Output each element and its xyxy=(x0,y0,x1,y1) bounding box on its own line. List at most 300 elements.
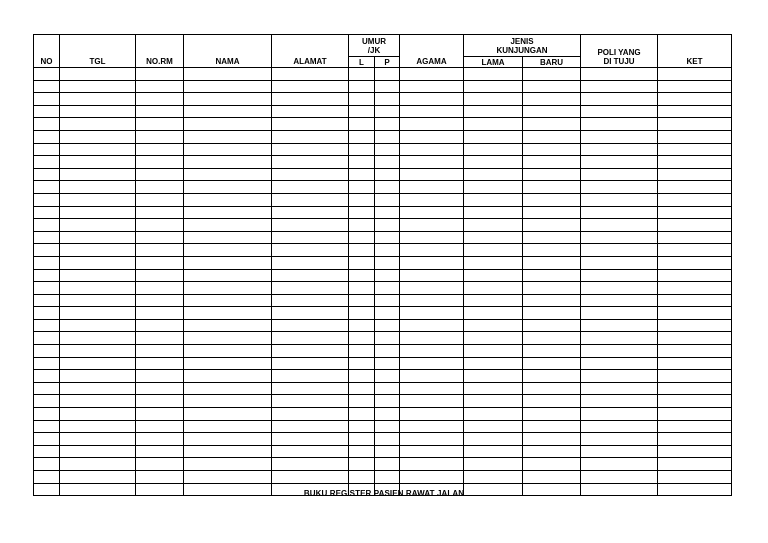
cell-tgl xyxy=(60,395,136,408)
cell-tgl xyxy=(60,319,136,332)
cell-no-rm xyxy=(136,307,184,320)
cell-no-rm xyxy=(136,395,184,408)
cell-tgl xyxy=(60,93,136,106)
subheader-lama: LAMA xyxy=(464,57,523,68)
cell-poli xyxy=(581,193,658,206)
cell-kunjungan-baru xyxy=(523,332,581,345)
cell-alamat xyxy=(272,370,349,383)
cell-nama xyxy=(184,294,272,307)
cell-poli xyxy=(581,156,658,169)
cell-poli xyxy=(581,420,658,433)
cell-kunjungan-baru xyxy=(523,370,581,383)
header-alamat: ALAMAT xyxy=(272,35,349,68)
cell-kunjungan-baru xyxy=(523,193,581,206)
cell-agama xyxy=(400,395,464,408)
table-row xyxy=(34,408,732,421)
cell-no xyxy=(34,219,60,232)
cell-umur-l xyxy=(349,130,375,143)
cell-umur-p xyxy=(375,256,400,269)
cell-umur-l xyxy=(349,357,375,370)
cell-umur-l xyxy=(349,319,375,332)
cell-kunjungan-lama xyxy=(464,408,523,421)
cell-kunjungan-lama xyxy=(464,269,523,282)
cell-no-rm xyxy=(136,282,184,295)
cell-umur-p xyxy=(375,269,400,282)
cell-no-rm xyxy=(136,269,184,282)
cell-no-rm xyxy=(136,445,184,458)
cell-tgl xyxy=(60,118,136,131)
cell-tgl xyxy=(60,370,136,383)
cell-poli xyxy=(581,458,658,471)
cell-kunjungan-lama xyxy=(464,345,523,358)
cell-poli xyxy=(581,118,658,131)
cell-nama xyxy=(184,471,272,484)
cell-poli xyxy=(581,433,658,446)
cell-ket xyxy=(658,118,732,131)
cell-kunjungan-lama xyxy=(464,68,523,81)
cell-kunjungan-lama xyxy=(464,433,523,446)
cell-no-rm xyxy=(136,143,184,156)
cell-kunjungan-lama xyxy=(464,244,523,257)
cell-kunjungan-baru xyxy=(523,168,581,181)
cell-no xyxy=(34,332,60,345)
cell-tgl xyxy=(60,168,136,181)
cell-umur-l xyxy=(349,345,375,358)
cell-ket xyxy=(658,206,732,219)
table-row xyxy=(34,143,732,156)
cell-no-rm xyxy=(136,93,184,106)
cell-umur-p xyxy=(375,130,400,143)
cell-alamat xyxy=(272,458,349,471)
cell-umur-p xyxy=(375,445,400,458)
cell-kunjungan-lama xyxy=(464,370,523,383)
cell-ket xyxy=(658,231,732,244)
cell-kunjungan-baru xyxy=(523,382,581,395)
cell-alamat xyxy=(272,105,349,118)
cell-agama xyxy=(400,269,464,282)
cell-no xyxy=(34,382,60,395)
cell-poli xyxy=(581,219,658,232)
cell-umur-l xyxy=(349,206,375,219)
cell-umur-l xyxy=(349,219,375,232)
cell-kunjungan-lama xyxy=(464,458,523,471)
table-row xyxy=(34,156,732,169)
cell-nama xyxy=(184,193,272,206)
cell-umur-l xyxy=(349,193,375,206)
cell-kunjungan-lama xyxy=(464,319,523,332)
cell-kunjungan-lama xyxy=(464,395,523,408)
cell-alamat xyxy=(272,219,349,232)
cell-kunjungan-baru xyxy=(523,357,581,370)
cell-no xyxy=(34,80,60,93)
cell-no-rm xyxy=(136,68,184,81)
cell-tgl xyxy=(60,294,136,307)
cell-nama xyxy=(184,156,272,169)
cell-alamat xyxy=(272,118,349,131)
table-row xyxy=(34,80,732,93)
cell-ket xyxy=(658,105,732,118)
header-poli-line1: POLI YANG xyxy=(597,48,641,57)
cell-umur-l xyxy=(349,332,375,345)
cell-umur-l xyxy=(349,458,375,471)
cell-umur-p xyxy=(375,458,400,471)
cell-umur-l xyxy=(349,231,375,244)
cell-umur-p xyxy=(375,193,400,206)
cell-umur-p xyxy=(375,168,400,181)
cell-poli xyxy=(581,307,658,320)
cell-nama xyxy=(184,357,272,370)
table-header xyxy=(34,35,732,68)
cell-no xyxy=(34,93,60,106)
cell-ket xyxy=(658,130,732,143)
cell-poli xyxy=(581,181,658,194)
cell-no xyxy=(34,370,60,383)
cell-agama xyxy=(400,433,464,446)
cell-umur-l xyxy=(349,156,375,169)
cell-alamat xyxy=(272,395,349,408)
table-row xyxy=(34,231,732,244)
cell-tgl xyxy=(60,420,136,433)
cell-kunjungan-lama xyxy=(464,256,523,269)
cell-tgl xyxy=(60,143,136,156)
cell-alamat xyxy=(272,206,349,219)
cell-no-rm xyxy=(136,319,184,332)
cell-ket xyxy=(658,269,732,282)
cell-alamat xyxy=(272,80,349,93)
cell-alamat xyxy=(272,307,349,320)
cell-nama xyxy=(184,433,272,446)
cell-ket xyxy=(658,395,732,408)
cell-umur-p xyxy=(375,68,400,81)
table-row xyxy=(34,206,732,219)
cell-kunjungan-baru xyxy=(523,294,581,307)
cell-kunjungan-baru xyxy=(523,244,581,257)
cell-no xyxy=(34,206,60,219)
cell-umur-l xyxy=(349,294,375,307)
header-umur-line2: /JK xyxy=(367,46,381,55)
cell-poli xyxy=(581,269,658,282)
cell-alamat xyxy=(272,181,349,194)
cell-agama xyxy=(400,282,464,295)
cell-agama xyxy=(400,156,464,169)
cell-no xyxy=(34,168,60,181)
subheader-baru: BARU xyxy=(523,57,581,68)
table-row xyxy=(34,420,732,433)
cell-no xyxy=(34,130,60,143)
cell-tgl xyxy=(60,345,136,358)
cell-tgl xyxy=(60,256,136,269)
cell-agama xyxy=(400,332,464,345)
cell-umur-l xyxy=(349,307,375,320)
cell-kunjungan-baru xyxy=(523,181,581,194)
cell-kunjungan-lama xyxy=(464,445,523,458)
cell-poli xyxy=(581,357,658,370)
cell-no-rm xyxy=(136,370,184,383)
cell-umur-l xyxy=(349,143,375,156)
cell-alamat xyxy=(272,408,349,421)
cell-kunjungan-baru xyxy=(523,219,581,232)
cell-agama xyxy=(400,206,464,219)
cell-tgl xyxy=(60,181,136,194)
cell-alamat xyxy=(272,282,349,295)
cell-nama xyxy=(184,181,272,194)
cell-umur-p xyxy=(375,143,400,156)
cell-no xyxy=(34,181,60,194)
cell-umur-p xyxy=(375,433,400,446)
cell-agama xyxy=(400,193,464,206)
cell-no-rm xyxy=(136,181,184,194)
cell-kunjungan-baru xyxy=(523,345,581,358)
cell-agama xyxy=(400,256,464,269)
header-umur-jk xyxy=(349,35,400,57)
cell-umur-p xyxy=(375,357,400,370)
cell-agama xyxy=(400,168,464,181)
cell-agama xyxy=(400,458,464,471)
cell-alamat xyxy=(272,68,349,81)
cell-kunjungan-lama xyxy=(464,168,523,181)
cell-kunjungan-baru xyxy=(523,80,581,93)
cell-umur-p xyxy=(375,282,400,295)
cell-umur-l xyxy=(349,68,375,81)
cell-kunjungan-lama xyxy=(464,80,523,93)
cell-nama xyxy=(184,282,272,295)
cell-umur-p xyxy=(375,345,400,358)
cell-nama xyxy=(184,332,272,345)
cell-umur-p xyxy=(375,231,400,244)
cell-ket xyxy=(658,370,732,383)
table-row xyxy=(34,433,732,446)
table-row xyxy=(34,93,732,106)
cell-alamat xyxy=(272,420,349,433)
header-poli-line2: DI TUJU xyxy=(603,57,635,66)
header-umur-line1: UMUR xyxy=(362,37,386,46)
cell-no-rm xyxy=(136,382,184,395)
cell-kunjungan-baru xyxy=(523,156,581,169)
cell-agama xyxy=(400,80,464,93)
cell-nama xyxy=(184,118,272,131)
table-row xyxy=(34,244,732,257)
cell-nama xyxy=(184,458,272,471)
cell-alamat xyxy=(272,332,349,345)
cell-kunjungan-lama xyxy=(464,382,523,395)
header-tgl: TGL xyxy=(60,35,136,68)
cell-no-rm xyxy=(136,219,184,232)
cell-nama xyxy=(184,231,272,244)
cell-tgl xyxy=(60,332,136,345)
cell-agama xyxy=(400,231,464,244)
cell-poli xyxy=(581,206,658,219)
cell-nama xyxy=(184,168,272,181)
cell-umur-l xyxy=(349,382,375,395)
cell-tgl xyxy=(60,307,136,320)
cell-no-rm xyxy=(136,206,184,219)
cell-kunjungan-lama xyxy=(464,143,523,156)
cell-alamat xyxy=(272,93,349,106)
cell-umur-l xyxy=(349,168,375,181)
table-body xyxy=(34,68,732,496)
header-no-rm: NO.RM xyxy=(136,35,184,68)
cell-ket xyxy=(658,193,732,206)
cell-kunjungan-baru xyxy=(523,130,581,143)
cell-kunjungan-baru xyxy=(523,68,581,81)
cell-agama xyxy=(400,244,464,257)
cell-poli xyxy=(581,105,658,118)
cell-umur-l xyxy=(349,80,375,93)
cell-tgl xyxy=(60,445,136,458)
cell-no xyxy=(34,294,60,307)
table-row xyxy=(34,282,732,295)
cell-agama xyxy=(400,130,464,143)
cell-kunjungan-baru xyxy=(523,256,581,269)
cell-agama xyxy=(400,307,464,320)
cell-umur-p xyxy=(375,206,400,219)
cell-kunjungan-baru xyxy=(523,433,581,446)
cell-agama xyxy=(400,420,464,433)
cell-nama xyxy=(184,93,272,106)
cell-tgl xyxy=(60,156,136,169)
cell-ket xyxy=(658,471,732,484)
cell-no xyxy=(34,193,60,206)
cell-kunjungan-lama xyxy=(464,118,523,131)
cell-kunjungan-baru xyxy=(523,471,581,484)
cell-umur-p xyxy=(375,181,400,194)
cell-nama xyxy=(184,445,272,458)
cell-umur-p xyxy=(375,382,400,395)
cell-no xyxy=(34,68,60,81)
table-row xyxy=(34,193,732,206)
cell-umur-p xyxy=(375,307,400,320)
cell-kunjungan-lama xyxy=(464,332,523,345)
cell-ket xyxy=(658,256,732,269)
cell-poli xyxy=(581,370,658,383)
header-jenis-line2: KUNJUNGAN xyxy=(496,46,548,55)
cell-nama xyxy=(184,68,272,81)
cell-no-rm xyxy=(136,256,184,269)
cell-tgl xyxy=(60,68,136,81)
cell-kunjungan-lama xyxy=(464,471,523,484)
cell-kunjungan-baru xyxy=(523,206,581,219)
cell-kunjungan-baru xyxy=(523,269,581,282)
cell-nama xyxy=(184,269,272,282)
cell-nama xyxy=(184,219,272,232)
cell-alamat xyxy=(272,130,349,143)
header-no: NO xyxy=(34,35,60,68)
cell-poli xyxy=(581,332,658,345)
cell-umur-p xyxy=(375,408,400,421)
cell-no xyxy=(34,420,60,433)
cell-no-rm xyxy=(136,231,184,244)
cell-nama xyxy=(184,420,272,433)
cell-umur-p xyxy=(375,294,400,307)
cell-poli xyxy=(581,80,658,93)
cell-ket xyxy=(658,244,732,257)
cell-kunjungan-baru xyxy=(523,420,581,433)
cell-tgl xyxy=(60,357,136,370)
cell-ket xyxy=(658,382,732,395)
cell-kunjungan-baru xyxy=(523,231,581,244)
cell-no-rm xyxy=(136,294,184,307)
cell-ket xyxy=(658,168,732,181)
cell-ket xyxy=(658,93,732,106)
cell-tgl xyxy=(60,105,136,118)
cell-tgl xyxy=(60,80,136,93)
cell-no xyxy=(34,445,60,458)
cell-umur-p xyxy=(375,219,400,232)
cell-poli xyxy=(581,408,658,421)
table-row xyxy=(34,370,732,383)
table-row xyxy=(34,345,732,358)
cell-poli xyxy=(581,68,658,81)
cell-kunjungan-lama xyxy=(464,357,523,370)
cell-kunjungan-baru xyxy=(523,458,581,471)
cell-agama xyxy=(400,370,464,383)
cell-ket xyxy=(658,219,732,232)
cell-agama xyxy=(400,143,464,156)
cell-alamat xyxy=(272,143,349,156)
cell-kunjungan-baru xyxy=(523,118,581,131)
cell-ket xyxy=(658,408,732,421)
cell-poli xyxy=(581,256,658,269)
cell-no-rm xyxy=(136,357,184,370)
cell-no xyxy=(34,408,60,421)
cell-nama xyxy=(184,256,272,269)
cell-no xyxy=(34,319,60,332)
cell-alamat xyxy=(272,433,349,446)
subheader-l: L xyxy=(349,57,375,68)
cell-tgl xyxy=(60,206,136,219)
cell-no xyxy=(34,105,60,118)
cell-nama xyxy=(184,244,272,257)
cell-nama xyxy=(184,319,272,332)
cell-ket xyxy=(658,345,732,358)
cell-agama xyxy=(400,181,464,194)
cell-no-rm xyxy=(136,332,184,345)
cell-umur-p xyxy=(375,105,400,118)
cell-kunjungan-baru xyxy=(523,307,581,320)
cell-umur-l xyxy=(349,244,375,257)
table-row xyxy=(34,445,732,458)
cell-no-rm xyxy=(136,420,184,433)
cell-no-rm xyxy=(136,168,184,181)
cell-kunjungan-baru xyxy=(523,143,581,156)
table-row xyxy=(34,357,732,370)
cell-alamat xyxy=(272,168,349,181)
cell-umur-p xyxy=(375,80,400,93)
cell-kunjungan-lama xyxy=(464,307,523,320)
cell-nama xyxy=(184,370,272,383)
cell-agama xyxy=(400,105,464,118)
cell-no xyxy=(34,231,60,244)
cell-umur-p xyxy=(375,370,400,383)
table-row xyxy=(34,269,732,282)
cell-nama xyxy=(184,105,272,118)
cell-umur-p xyxy=(375,156,400,169)
cell-kunjungan-lama xyxy=(464,156,523,169)
cell-umur-l xyxy=(349,282,375,295)
cell-nama xyxy=(184,345,272,358)
cell-no-rm xyxy=(136,458,184,471)
table-row xyxy=(34,130,732,143)
cell-no-rm xyxy=(136,130,184,143)
cell-kunjungan-lama xyxy=(464,93,523,106)
cell-no xyxy=(34,143,60,156)
cell-no-rm xyxy=(136,118,184,131)
header-nama: NAMA xyxy=(184,35,272,68)
cell-no-rm xyxy=(136,193,184,206)
cell-umur-p xyxy=(375,319,400,332)
cell-no-rm xyxy=(136,80,184,93)
cell-poli xyxy=(581,319,658,332)
